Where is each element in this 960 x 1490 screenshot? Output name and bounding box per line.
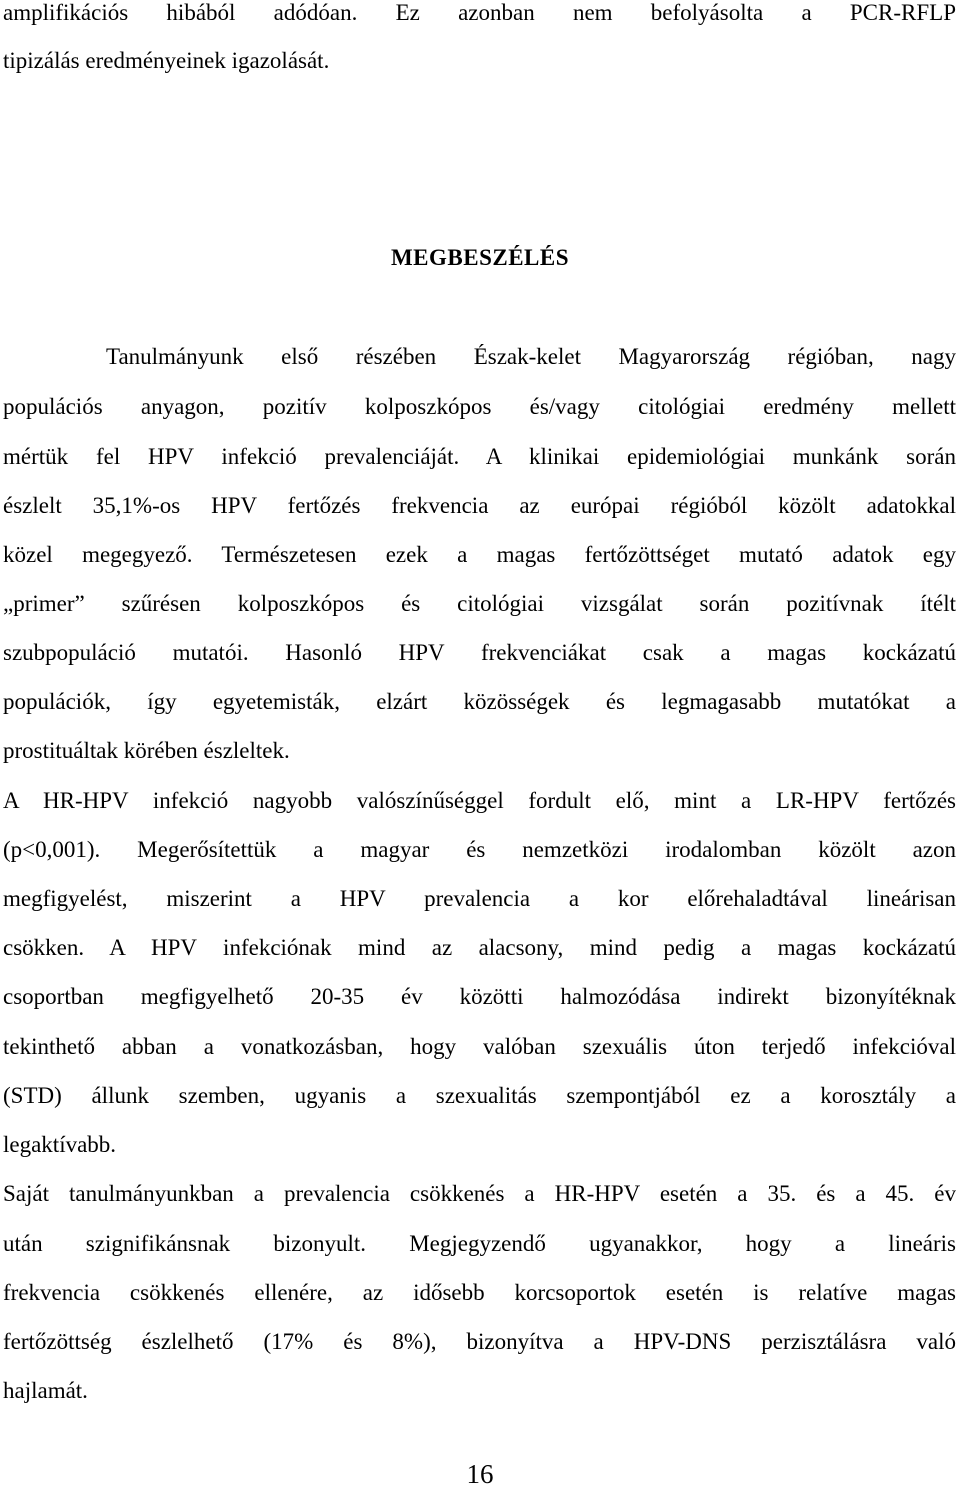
text-line: „primer” szűrésen kolposzkópos és citológiai vizsgálat során pozitívnak ítélt [3,591,956,616]
page-number: 16 [466,1459,494,1489]
text-line: csökken. A HPV infekciónak mind az alacsony, mind pedig a magas kockázatú [3,935,956,960]
text-line: szubpopuláció mutatói. Hasonló HPV frekvenciákat csak a magas kockázatú [3,640,956,665]
text-line: közel megegyező. Természetesen ezek a magas fertőzöttséget mutató adatok egy [3,542,956,567]
text-line: után szignifikánsnak bizonyult. Megjegyzendő ugyanakkor, hogy a lineáris [3,1231,956,1256]
text-line: Saját tanulmányunkban a prevalencia csökkenés a HR-HPV esetén a 35. és a 45. év [3,1181,956,1206]
text-line: csoportban megfigyelhető 20-35 év közötti halmozódása indirekt bizonyítéknak [3,984,956,1009]
text-line: megfigyelést, miszerint a HPV prevalencia a kor előrehaladtával lineárisan [3,886,956,911]
text-line: (p<0,001). Megerősítettük a magyar és nemzetközi irodalomban közölt azon [3,837,956,862]
text-line: populációk, így egyetemisták, elzárt közösségek és legmagasabb mutatókat a [3,689,956,714]
text-line: fertőzöttség észlelhető (17% és 8%), bizonyítva a HPV-DNS perzisztálásra való [3,1329,956,1354]
text-line: prostituáltak körében észleltek. [3,738,290,763]
text-line: észlelt 35,1%-os HPV fertőzés frekvencia az európai régióból közölt adatokkal [3,493,956,518]
text-line: tipizálás eredményeinek igazolását. [3,48,330,73]
text-line: frekvencia csökkenés ellenére, az idősebb korcsoportok esetén is relatíve magas [3,1280,956,1305]
text-line: Tanulmányunk első részében Észak-kelet Magyarország régióban, nagy [106,344,956,369]
text-line: tekinthető abban a vonatkozásban, hogy valóban szexuális úton terjedő infekcióval [3,1034,956,1059]
text-line: populációs anyagon, pozitív kolposzkópos és/vagy citológiai eredmény mellett [3,394,956,419]
text-line: mértük fel HPV infekció prevalenciáját. A klinikai epidemiológiai munkánk során [3,444,956,469]
text-line: legaktívabb. [3,1132,117,1157]
section-title: MEGBESZÉLÉS [390,245,570,270]
text-line: amplifikációs hibából adódóan. Ez azonban nem befolyásolta a PCR-RFLP [3,0,956,25]
text-line: hajlamát. [3,1378,88,1403]
text-line: A HR-HPV infekció nagyobb valószínűséggel fordult elő, mint a LR-HPV fertőzés [3,788,956,813]
text-line: (STD) állunk szemben, ugyanis a szexualitás szempontjából ez a korosztály a [3,1083,956,1108]
